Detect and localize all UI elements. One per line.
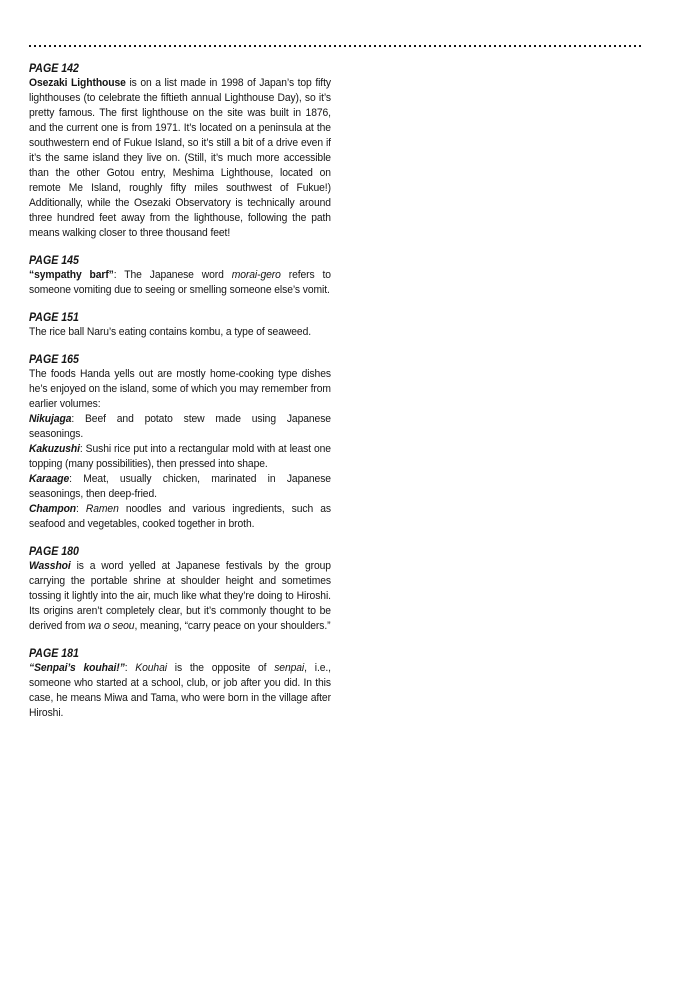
text-run: is the opposite of	[166, 662, 275, 674]
text-run: Osezaki Lighthouse	[29, 77, 126, 89]
notes-section	[29, 61, 331, 241]
note-paragraph	[29, 661, 331, 721]
page-number-heading: PAGE 165	[29, 353, 79, 366]
text-run: : Beef and potato stew made using Japanese seasonings.	[29, 413, 331, 440]
page-number-heading: PAGE 151	[29, 311, 79, 324]
page-number-heading: PAGE 142	[29, 62, 79, 75]
section-body	[29, 559, 331, 634]
text-run: Champon	[29, 503, 77, 515]
section-body	[29, 76, 331, 241]
note-paragraph	[29, 367, 331, 412]
text-run: Ramen	[85, 503, 119, 515]
text-run: Kouhai	[135, 662, 167, 674]
text-run: “sympathy barf”	[29, 269, 114, 281]
text-run: : Sushi rice put into a rectangular mold with at least one topping (many possibilities), then pressed into shape.	[29, 443, 331, 470]
note-paragraph	[29, 412, 331, 442]
text-run: :	[76, 503, 86, 515]
notes-section	[29, 253, 331, 298]
section-body	[29, 268, 331, 298]
page-number-heading: PAGE 180	[29, 545, 79, 558]
dotted-separator	[29, 45, 641, 47]
text-run: , meaning, “carry peace on your shoulders.”	[134, 620, 331, 632]
text-run: noodles and various ingredients, such as seafood and vegetables, cooked together in broth.	[29, 503, 331, 530]
notes-section	[29, 544, 331, 634]
text-run: Karaage	[29, 473, 70, 485]
text-run: is on a list made in 1998 of Japan’s top fifty lighthouses (to celebrate the fiftieth annual Lighthouse Day), so it’s pretty famous. The first lighthouse on the site was built in 1876, and the current one is from 1971. It’s located on a peninsula at the southwestern end of Fukue Island, so it’s still a bit of a drive even if it’s the same island they live on. (Still, it’s much more accessible than the other Gotou entry, Meshima Lighthouse, located on remote Me Island, roughly fifty miles southwest of Fukue!) Additionally, while the Osezaki Observatory is technically around three hundred feet away from the lighthouse, following the path means walking closer to three thousand feet!	[29, 77, 331, 239]
note-paragraph	[29, 325, 331, 340]
text-run: : The Japanese word	[113, 269, 232, 281]
note-paragraph	[29, 472, 331, 502]
notes-column	[29, 61, 331, 721]
note-paragraph	[29, 76, 331, 241]
text-run: :	[124, 662, 136, 674]
section-body	[29, 367, 331, 532]
text-run: Wasshoi	[29, 560, 71, 572]
page-number-heading: PAGE 181	[29, 647, 79, 660]
section-body	[29, 325, 331, 340]
text-run: The foods Handa yells out are mostly home-cooking type dishes he’s enjoyed on the island, some of which you may remember from earlier volumes:	[29, 368, 331, 410]
text-run: Nikujaga	[29, 413, 72, 425]
text-run: “Senpai’s kouhai!”	[29, 662, 125, 674]
text-run: senpai	[274, 662, 305, 674]
text-run: : Meat, usually chicken, marinated in Japanese seasonings, then deep-fried.	[29, 473, 331, 500]
text-run: is a word yelled at Japanese festivals by the group carrying the portable shrine at shoulder height and sometimes tossing it lightly into the air, much like what they’re doing to Hiroshi. Its origins aren’t completely clear, but it’s commonly thought to be derived from	[29, 560, 331, 632]
notes-section	[29, 352, 331, 532]
note-paragraph	[29, 442, 331, 472]
notes-section	[29, 646, 331, 721]
note-paragraph	[29, 559, 331, 634]
section-body	[29, 661, 331, 721]
notes-section	[29, 310, 331, 340]
note-paragraph	[29, 268, 331, 298]
text-run: wa o seou	[88, 620, 135, 632]
text-run: , i.e., someone who started at a school, club, or job after you did. In this case, he means Miwa and Tama, who were born in the village after Hiroshi.	[29, 662, 331, 719]
note-paragraph	[29, 502, 331, 532]
text-run: The rice ball Naru’s eating contains kombu, a type of seaweed.	[29, 326, 312, 338]
text-run: morai-gero	[231, 269, 281, 281]
text-run: Kakuzushi	[29, 443, 80, 455]
page-number-heading: PAGE 145	[29, 254, 79, 267]
text-run: refers to someone vomiting due to seeing or smelling someone else’s vomit.	[29, 269, 331, 296]
